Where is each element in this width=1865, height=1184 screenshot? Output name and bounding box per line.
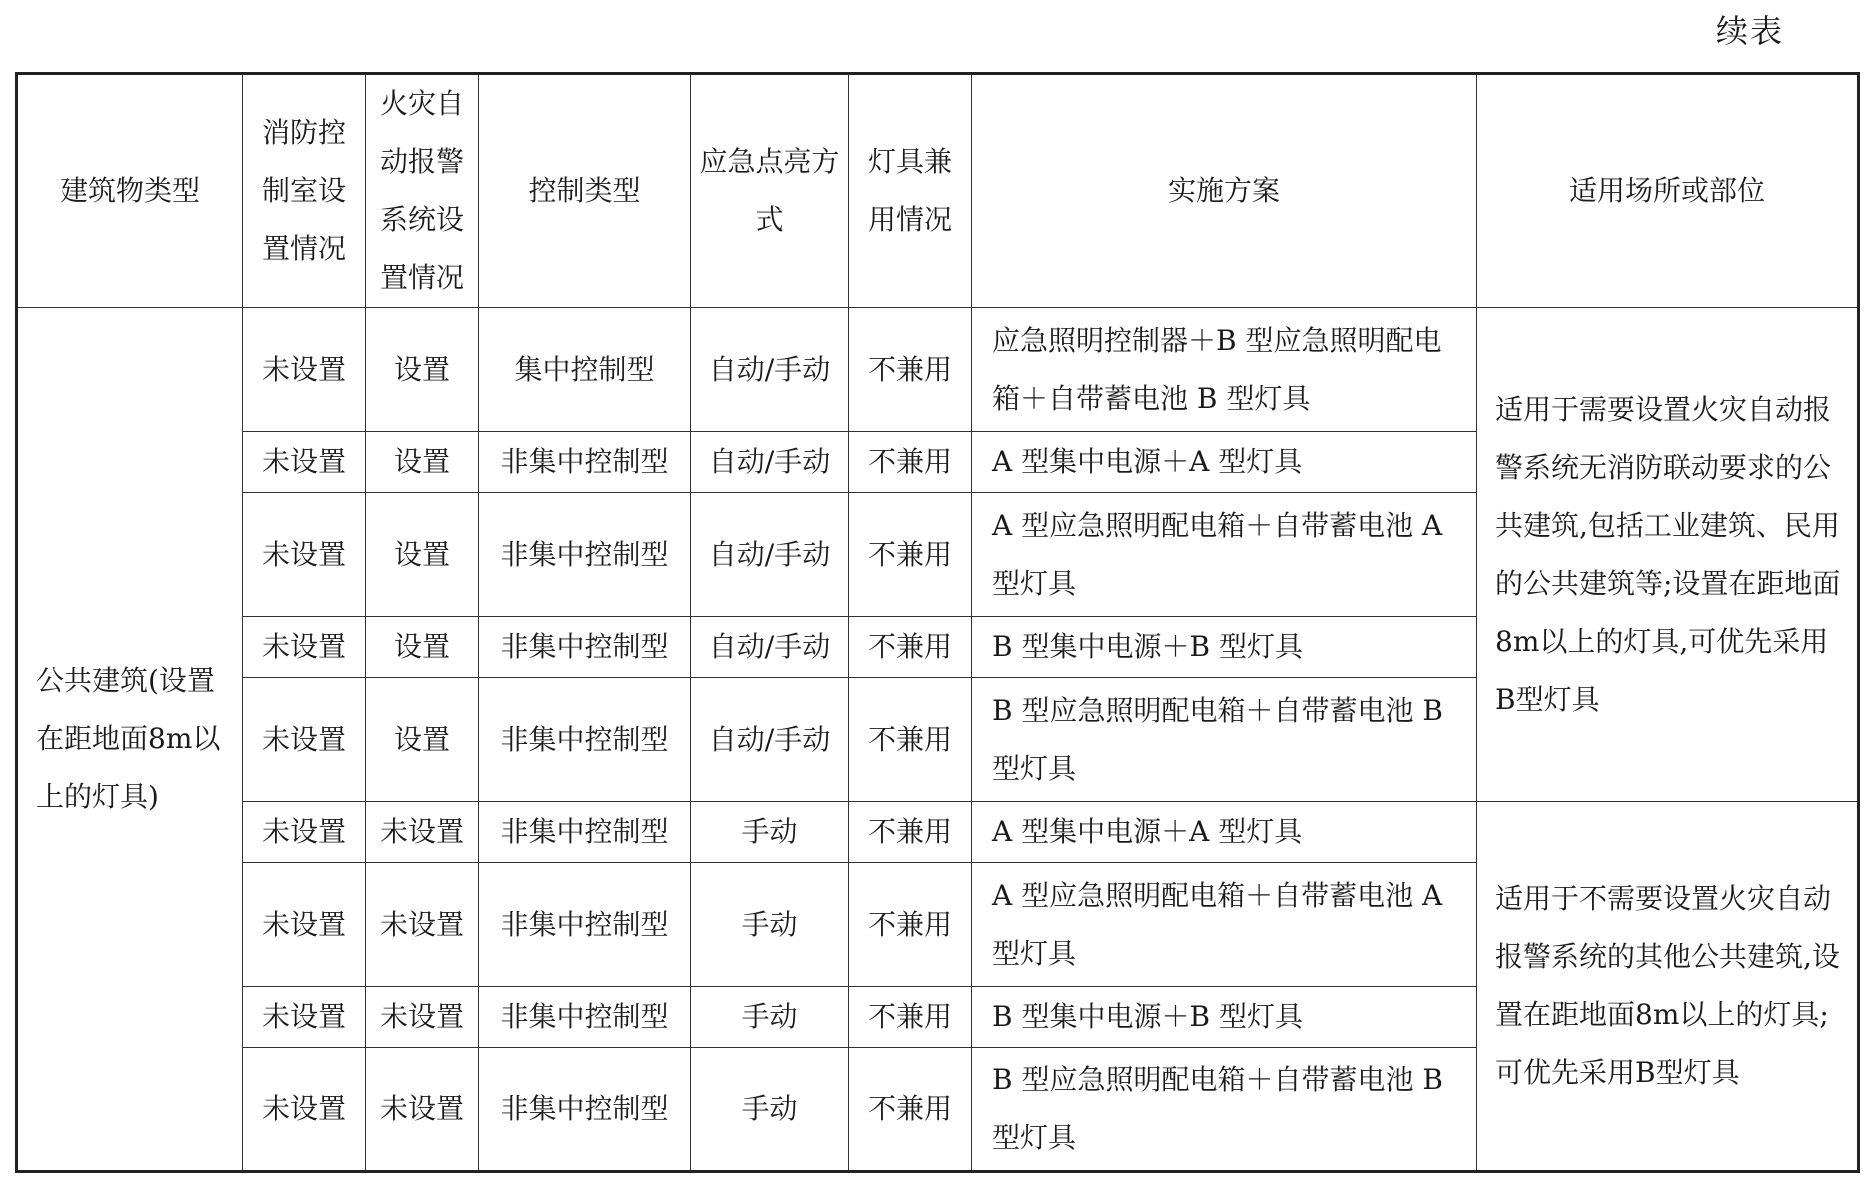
fire-alarm-cell: 设置	[366, 308, 479, 432]
control-room-cell: 未设置	[243, 863, 366, 987]
lighting-mode-cell: 手动	[691, 863, 849, 987]
control-type-cell: 非集中控制型	[479, 493, 691, 617]
header-row	[17, 74, 1859, 308]
fire-alarm-cell: 设置	[366, 678, 479, 802]
header-control-type: 控制类型	[479, 74, 691, 308]
plan-cell: B 型应急照明配电箱＋自带蓄电池 B 型灯具	[972, 1048, 1477, 1172]
lighting-mode-cell: 自动/手动	[691, 493, 849, 617]
plan-cell: B 型应急照明配电箱＋自带蓄电池 B 型灯具	[972, 678, 1477, 802]
plan-cell: A 型集中电源＋A 型灯具	[972, 802, 1477, 863]
scope-cell: 适用于需要设置火灾自动报警系统无消防联动要求的公共建筑,包括工业建筑、民用的公共建筑等;设置在距地面8m以上的灯具,可优先采用B型灯具	[1477, 308, 1859, 802]
plan-cell: B 型集中电源＋B 型灯具	[972, 987, 1477, 1048]
fire-alarm-cell: 设置	[366, 617, 479, 678]
fire-alarm-cell: 设置	[366, 432, 479, 493]
plan-cell: A 型集中电源＋A 型灯具	[972, 432, 1477, 493]
fixture-use-cell: 不兼用	[849, 1048, 972, 1172]
control-room-cell: 未设置	[243, 432, 366, 493]
control-type-cell: 非集中控制型	[479, 617, 691, 678]
fixture-use-cell: 不兼用	[849, 432, 972, 493]
fixture-use-cell: 不兼用	[849, 987, 972, 1048]
fire-alarm-cell: 未设置	[366, 863, 479, 987]
control-type-cell: 非集中控制型	[479, 987, 691, 1048]
control-type-cell: 非集中控制型	[479, 1048, 691, 1172]
building-type-cell: 公共建筑(设置在距地面8m以上的灯具)	[17, 308, 243, 1172]
fire-alarm-cell: 设置	[366, 493, 479, 617]
lighting-mode-cell: 自动/手动	[691, 678, 849, 802]
header-scope: 适用场所或部位	[1477, 74, 1859, 308]
lighting-mode-cell: 自动/手动	[691, 432, 849, 493]
fire-alarm-cell: 未设置	[366, 987, 479, 1048]
control-room-cell: 未设置	[243, 1048, 366, 1172]
scope-cell: 适用于不需要设置火灾自动报警系统的其他公共建筑,设置在距地面8m以上的灯具;可优先采用B型灯具	[1477, 802, 1859, 1172]
lighting-mode-cell: 自动/手动	[691, 617, 849, 678]
header-control-room: 消防控制室设置情况	[243, 74, 366, 308]
lighting-mode-cell: 手动	[691, 802, 849, 863]
plan-cell: A 型应急照明配电箱＋自带蓄电池 A 型灯具	[972, 863, 1477, 987]
header-building-type: 建筑物类型	[17, 74, 243, 308]
fixture-use-cell: 不兼用	[849, 802, 972, 863]
control-type-cell: 集中控制型	[479, 308, 691, 432]
header-fixture-use: 灯具兼用情况	[849, 74, 972, 308]
fixture-use-cell: 不兼用	[849, 863, 972, 987]
control-room-cell: 未设置	[243, 617, 366, 678]
control-room-cell: 未设置	[243, 308, 366, 432]
lighting-mode-cell: 手动	[691, 987, 849, 1048]
plan-cell: A 型应急照明配电箱＋自带蓄电池 A 型灯具	[972, 493, 1477, 617]
control-type-cell: 非集中控制型	[479, 802, 691, 863]
control-type-cell: 非集中控制型	[479, 432, 691, 493]
plan-cell: 应急照明控制器＋B 型应急照明配电箱＋自带蓄电池 B 型灯具	[972, 308, 1477, 432]
header-fire-alarm: 火灾自动报警系统设置情况	[366, 74, 479, 308]
control-room-cell: 未设置	[243, 678, 366, 802]
control-room-cell: 未设置	[243, 802, 366, 863]
header-plan: 实施方案	[972, 74, 1477, 308]
fire-alarm-cell: 未设置	[366, 802, 479, 863]
control-room-cell: 未设置	[243, 987, 366, 1048]
fixture-use-cell: 不兼用	[849, 493, 972, 617]
lighting-mode-cell: 自动/手动	[691, 308, 849, 432]
lighting-mode-cell: 手动	[691, 1048, 849, 1172]
fixture-use-cell: 不兼用	[849, 678, 972, 802]
plan-cell: B 型集中电源＋B 型灯具	[972, 617, 1477, 678]
header-lighting-mode: 应急点亮方式	[691, 74, 849, 308]
control-room-cell: 未设置	[243, 493, 366, 617]
table-row	[17, 802, 1859, 863]
fire-alarm-cell: 未设置	[366, 1048, 479, 1172]
fixture-use-cell: 不兼用	[849, 308, 972, 432]
table-row	[17, 308, 1859, 432]
lighting-spec-table	[15, 72, 1860, 1173]
table-caption: 续表	[1716, 12, 1785, 50]
control-type-cell: 非集中控制型	[479, 678, 691, 802]
fixture-use-cell: 不兼用	[849, 617, 972, 678]
control-type-cell: 非集中控制型	[479, 863, 691, 987]
